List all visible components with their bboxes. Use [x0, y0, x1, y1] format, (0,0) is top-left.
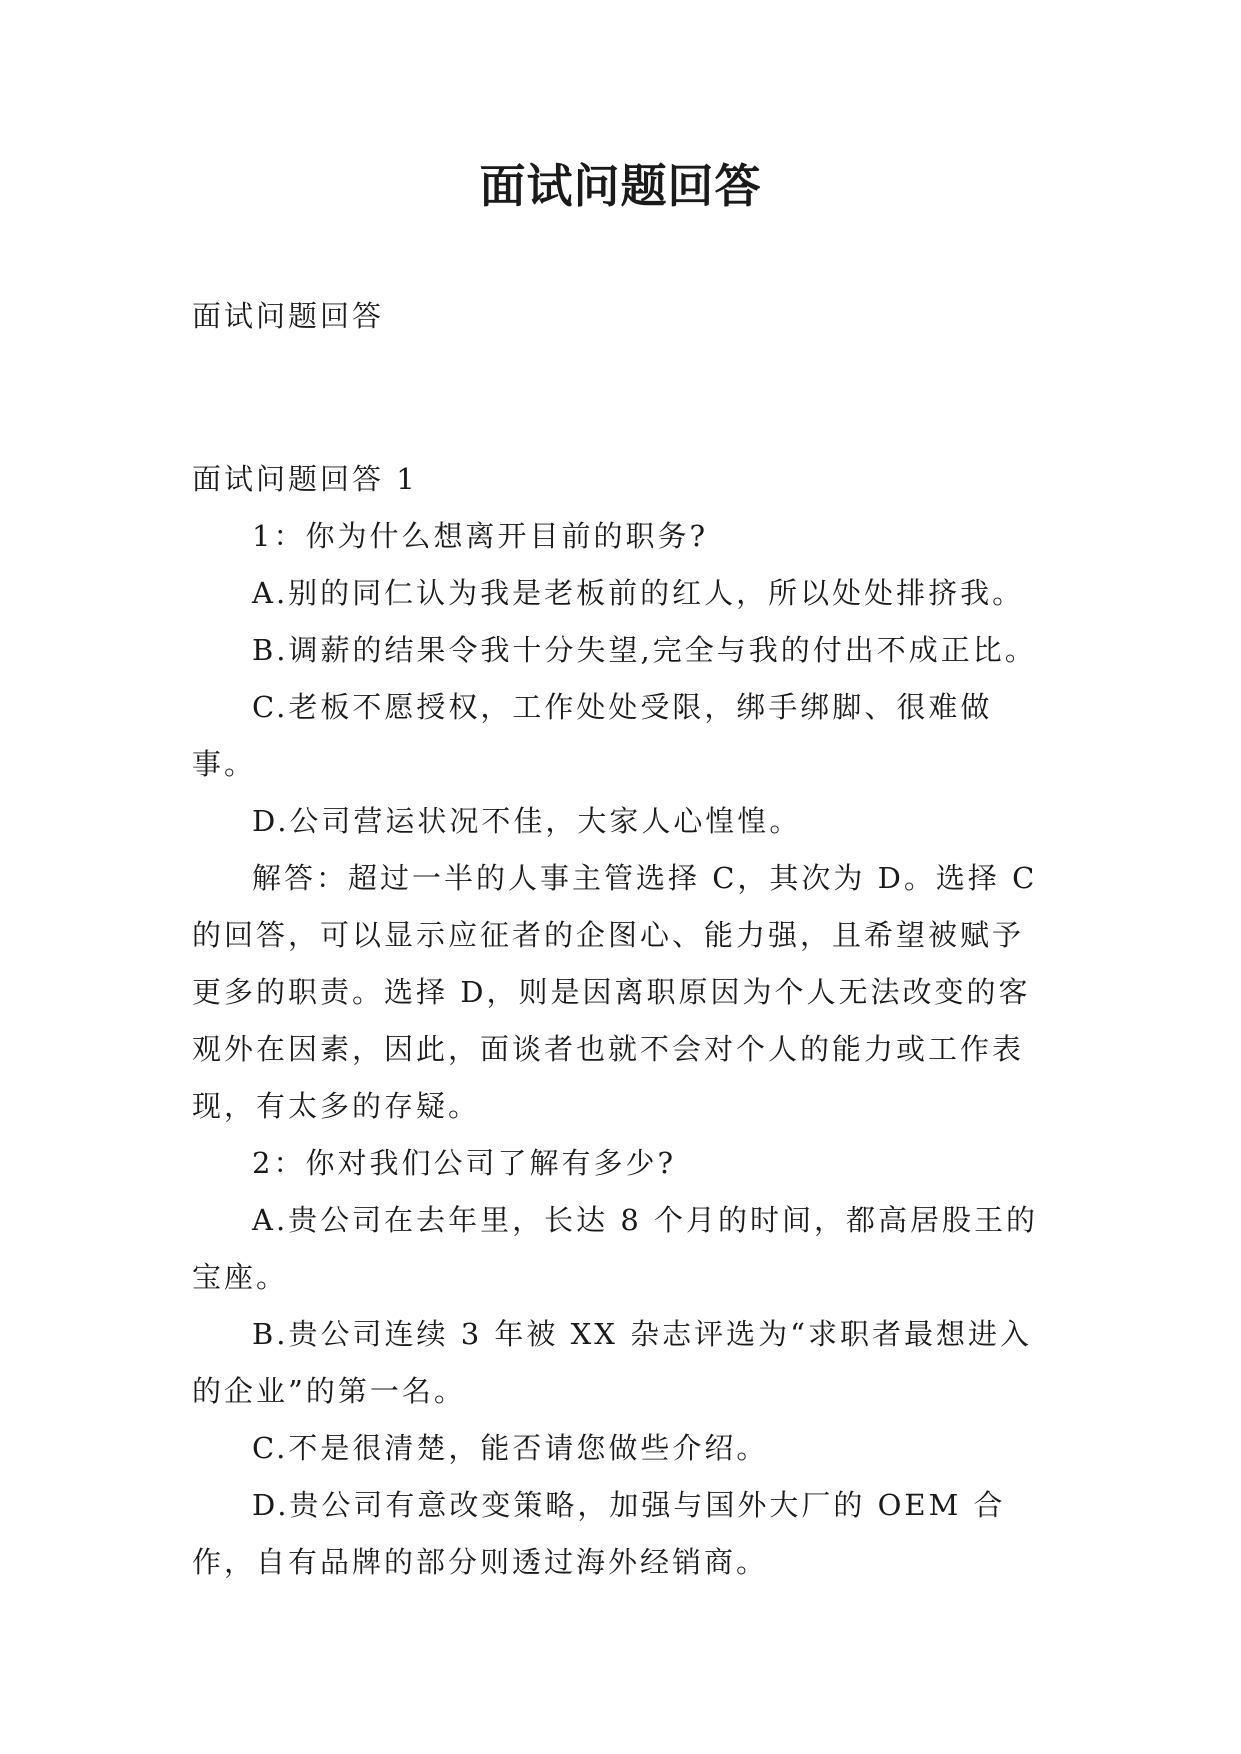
document-body — [192, 288, 1052, 1591]
document-title: 面试问题回答 — [479, 159, 762, 213]
question-1-option-d: D.公司营运状况不佳，大家人心惶惶。 — [252, 804, 802, 838]
question-2-option-d: D.贵公司有意改变策略，加强与国外大厂的 OEM 合作，自有品牌的部分则透过海外经销商。 — [192, 1488, 1006, 1579]
question-2: 2：你对我们公司了解有多少? — [252, 1146, 676, 1180]
question-1-option-a: A.别的同仁认为我是老板前的红人，所以处处排挤我。 — [252, 576, 1025, 610]
question-2-option-b: B.贵公司连续 3 年被 XX 杂志评选为“求职者最想进入的企业”的第一名。 — [192, 1317, 1032, 1408]
question-1-answer: 解答：超过一半的人事主管选择 C，其次为 D。选择 C 的回答，可以显示应征者的企图心、能力强，且希望被赋予更多的职责。选择 D，则是因离职原因为个人无法改变的客观外在因素，因此，面谈者也就不会对个人的能力或工作表现，有太多的存疑。 — [192, 861, 1038, 1123]
question-2-option-a: A.贵公司在去年里，长达 8 个月的时间，都高居股王的宝座。 — [192, 1203, 1039, 1294]
document-subtitle: 面试问题回答 — [192, 299, 385, 333]
question-1: 1：你为什么想离开目前的职务? — [252, 519, 708, 553]
section-heading: 面试问题回答 1 — [192, 462, 418, 496]
question-2-option-c: C.不是很清楚，能否请您做些介绍。 — [252, 1431, 769, 1465]
question-1-option-c: C.老板不愿授权，工作处处受限，绑手绑脚、很难做事。 — [192, 690, 993, 781]
question-1-option-b: B.调薪的结果令我十分失望,完全与我的付出不成正比。 — [252, 633, 1037, 667]
